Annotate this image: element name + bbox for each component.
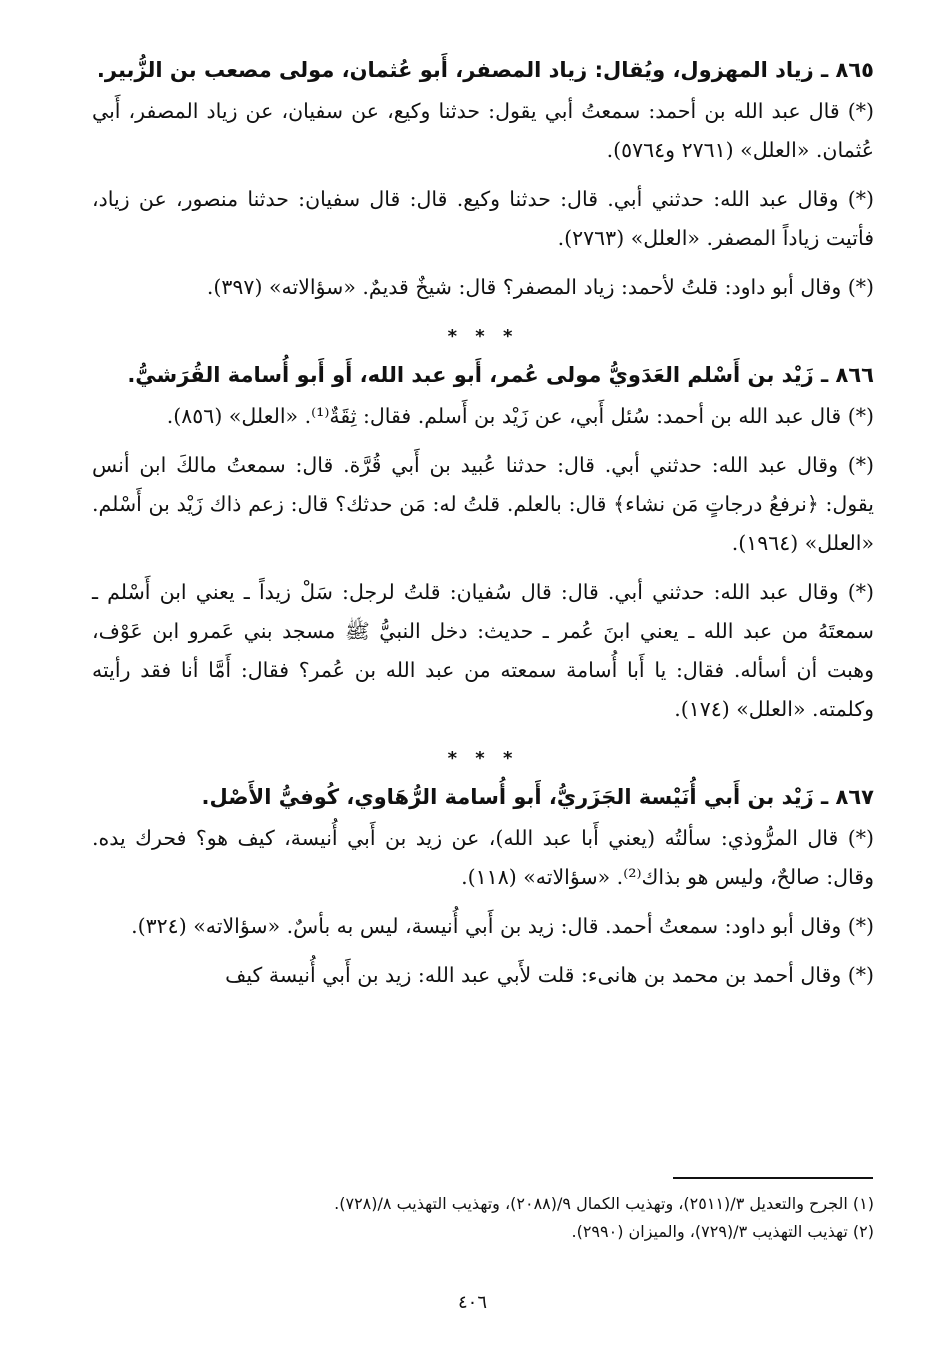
footnote-divider [673,1177,873,1179]
entry-paragraph: (*) قال عبد الله بن أحمد: سُئل أَبي، عن زَيْد بن أَسلم. فقال: ثِقَةٌ⁽¹⁾. «العلل» (٨٥٦). [166,404,874,428]
entry-867 [92,779,874,995]
entry-paragraph: (*) قال عبد الله بن أحمد: سمعتُ أبي يقول: حدثنا وكيع، عن سفيان، عن زياد المصفر، أَبي عُثمان. «العلل» (٢٧٦١ و٥٧٦٤). [92,99,874,162]
footnotes [92,1190,874,1246]
entry-paragraph: (*) قال المرُّوذي: سألتُه (يعني أَبا عبد الله)، عن زيد بن أَبي أُنيسة، كيف هو؟ فحرك يده. وقال: صالحٌ، وليس هو بذاك⁽²⁾. «سؤالاته» (١١٨). [92,826,874,889]
footnote: (٢) تهذيب التهذيب ٣/(٧٢٩)، والميزان (٢٩٩٠). [571,1222,874,1241]
entry-866 [92,357,874,729]
entry-paragraph: (*) وقال أحمد بن محمد بن هانىء: قلت لأَبي عبد الله: زيد بن أَبي أُنيسة كيف [225,963,874,987]
entry-paragraph: (*) وقال عبد الله: حدثني أبي. قال: حدثنا عُبيد بن أَبي قُرَّة. قال: سمعتُ مالكَ ابن أنس يقول: ﴿نرفعُ درجاتٍ مَن نشاء﴾ قال: بالعلم. قلتُ له: مَن حدثك؟ قال: زعم ذاك زَيْد بن أَسْلم. «العلل» (١٩٦٤). [92,453,874,555]
entry-title: ٨٦٦ ـ زَيْد بن أَسْلم العَدَويُّ مولى عُمر، أَبو عبد الله، أَو أَبو أُسامة القُرَشيُّ. [127,363,874,387]
entry-paragraph: (*) وقال عبد الله: حدثني أبي. قال: قال سُفيان: قلتُ لرجل: سَلْ زيداً ـ يعني ابن أَسْلم ـ سمعتَهُ من عبد الله ـ يعني ابنَ عُمر ـ حديث: دخل النبيُّ ﷺ مسجد بني عَمرو ابن عَوْف، وهبت أن أسأله. فقال: يا أَبا أُسامة سمعته من عبد الله بن عُمر؟ فقال: أَمَّا أنا فقد رأيته وكلمته. «العلل» (١٧٤). [92,580,874,721]
main-text [92,52,874,1005]
entry-865 [92,52,874,307]
footnote: (١) الجرح والتعديل ٣/(٢٥١١)، وتهذيب الكمال ٩/(٢٠٨٨)، وتهذيب التهذيب ٨/(٧٢٨). [334,1194,874,1213]
entry-title: ٨٦٧ ـ زَيْد بن أَبي أُنَيْسة الجَزَريُّ، أَبو أُسامة الرُّهَاوي، كُوفيُّ الأَصْل. [201,785,874,809]
entry-paragraph: (*) وقال عبد الله: حدثني أبي. قال: حدثنا وكيع. قال: قال سفيان: حدثنا منصور، عن زياد، فأتيت زياداً المصفر. «العلل» (٢٧٦٣). [92,187,874,250]
entry-title: ٨٦٥ ـ زياد المهزول، ويُقال: زياد المصفر، أَبو عُثمان، مولى مصعب بن الزُّبير. [96,58,874,82]
page-number: ٤٠٦ [457,1292,487,1313]
entry-paragraph: (*) وقال أبو داود: قلتُ لأحمد: زياد المصفر؟ قال: شيخٌ قديمٌ. «سؤالاته» (٣٩٧). [206,275,874,299]
section-separator: * * * [447,748,519,769]
entry-paragraph: (*) وقال أبو داود: سمعتُ أحمد. قال: زيد بن أَبي أُنيسة، ليس به بأسٌ. «سؤالاته» (٣٢٤). [131,914,874,938]
section-separator: * * * [447,326,519,347]
